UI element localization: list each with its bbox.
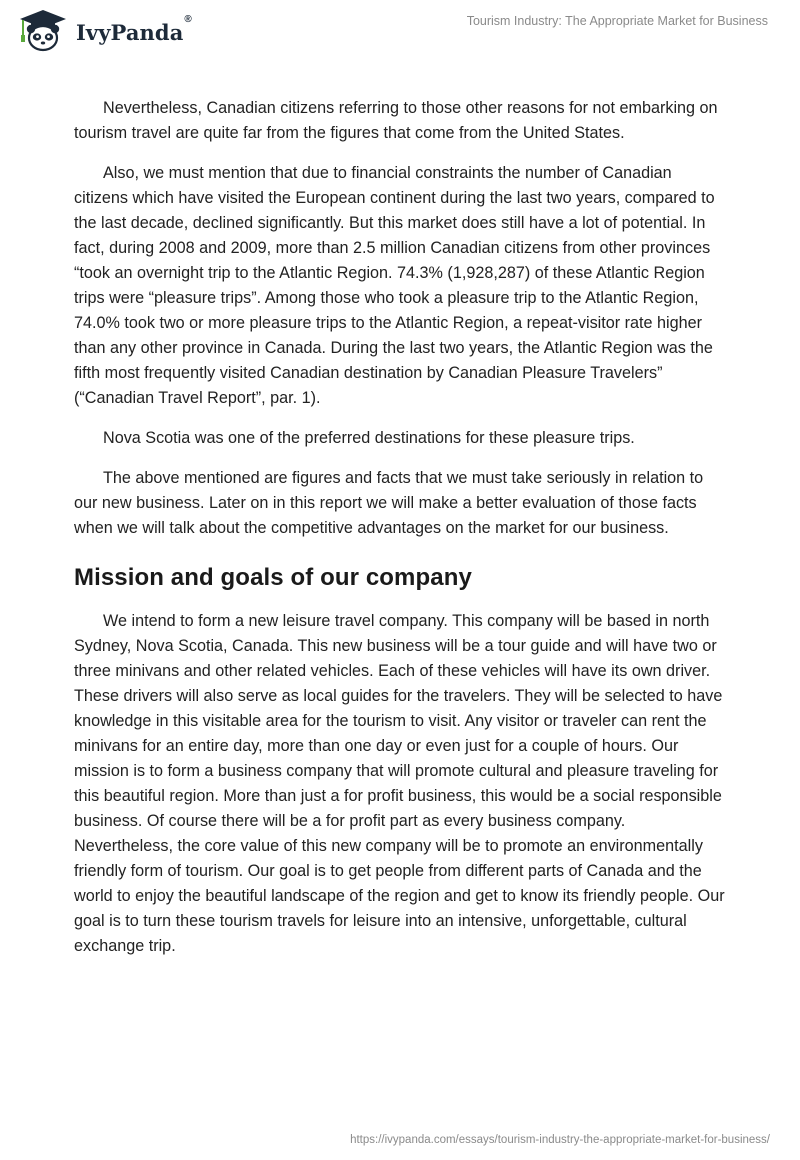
paragraph: The above mentioned are figures and facts that we must take seriously in relation to our new business. Later on in this report we will make a better evaluation of those facts when we will talk about the competitive advantages on the market for our business.	[74, 469, 704, 537]
paragraph: Nova Scotia was one of the preferred destinations for these pleasure trips.	[103, 429, 635, 447]
paragraph: We intend to form a new leisure travel company. This company will be based in north Sydney, Nova Scotia, Canada. This new business will be a tour guide and will have two or three minivans and other related vehicles. Each of these vehicles will have its own driver. These drivers will also serve as local guides for the travelers. They will be selected to have knowledge in this visitable area for the tourism to visit. Any visitor or traveler can rent the minivans for an entire day, more than one day or even just for a couple of hours. Our mission is to form a business company that will promote cultural and pleasure traveling for this beautiful region. More than just a for profit business, this would be a social responsible business. Of course there will be a for profit part as every business company. Nevertheless, the core value of this new company will be to promote an environmentally friendly form of tourism. Our goal is to get people from different parts of Canada and the world to enjoy the beautiful landscape of the region and get to know its friendly people. Our goal is to turn these tourism travels for leisure into an intensive, unforgettable, cultural exchange trip.	[74, 612, 725, 955]
source-url[interactable]: https://ivypanda.com/essays/tourism-industry-the-appropriate-market-for-business/	[350, 1134, 770, 1146]
paragraph: Nevertheless, Canadian citizens referring to those other reasons for not embarking on tourism travel are quite far from the figures that come from the United States.	[74, 99, 718, 142]
section-heading: Mission and goals of our company	[74, 564, 472, 591]
panda-graduate-icon	[16, 8, 70, 52]
page-header	[0, 0, 800, 64]
logo-wordmark: IvyPanda®	[76, 13, 192, 45]
registered-mark: ®	[184, 13, 192, 25]
document-title: Tourism Industry: The Appropriate Market for Business	[466, 14, 768, 28]
paragraph: Also, we must mention that due to financial constraints the number of Canadian citizens which have visited the European continent during the last two years, compared to the last decade, declined significantly. But this market does still have a lot of potential. In fact, during 2008 and 2009, more than 2.5 million Canadian citizens from other provinces “took an overnight trip to the Atlantic Region. 74.3% (1,928,287) of these Atlantic Region trips were “pleasure trips”. Among those who took a pleasure trip to the Atlantic Region, 74.0% took two or more pleasure trips to the Atlantic Region, a repeat-visitor rate higher than any other province in Canada. During the last two years, the Atlantic Region was the fifth most frequently visited Canadian destination by Canadian Pleasure Travelers” (“Canadian Travel Report”, par. 1).	[74, 164, 715, 407]
ivypanda-logo[interactable]	[16, 8, 192, 52]
essay-content	[74, 96, 726, 974]
